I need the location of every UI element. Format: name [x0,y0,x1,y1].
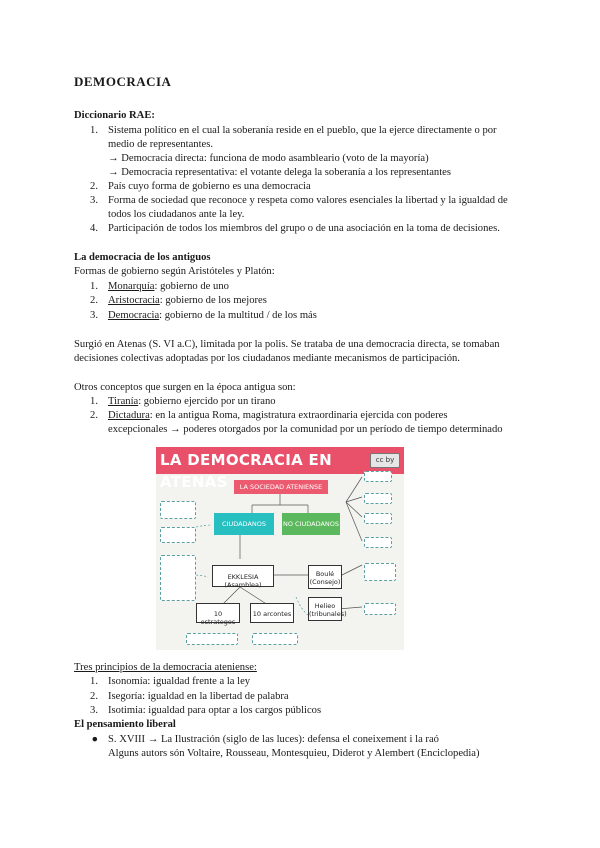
list-item-text: Sistema político en el cual la soberanía reside en el pueblo, que la ejerce directamente o por [108,125,497,136]
infographic-title: LA DEMOCRACIA EN ATENAS [160,451,332,491]
definition: : gobierno de los mejores [159,295,267,306]
list-number: 2. [90,295,98,306]
note-box [364,471,392,482]
paragraph-line: Surgió en Atenas (S. VI a.C), limitada por la polis. Se trataba de una democracia directa, se tomaban [74,339,500,350]
list-number: 1. [90,396,98,407]
list-item-continuation: excepcionales → poderes otorgados por la comunidad por un período de tiempo determinado [108,424,503,435]
definition: : gobierno ejercido por un tirano [138,396,276,407]
list-number: 1. [90,676,98,687]
node-arcontes: 10 arcontes [250,603,294,623]
list-number: 2. [90,691,98,702]
section-heading-principios: Tres principios de la democracia ateniense: [74,662,257,673]
list-number: 2. [90,181,98,192]
note-box [364,603,396,615]
note-box [160,527,196,543]
note-box [364,563,396,581]
list-item-continuation: Alguns autors són Voltaire, Rousseau, Montesquieu, Diderot y Alembert (Enciclopedia) [108,748,480,759]
list-item-continuation: todos los ciudadanos ante la ley. [108,209,245,220]
list-subitem: → Democracia representativa: el votante delega la soberanía a los representantes [108,167,451,178]
note-box [364,493,392,504]
paragraph: Formas de gobierno según Aristóteles y Platón: [74,266,275,277]
creative-commons-badge: cc by [370,453,400,468]
note-box [252,633,298,645]
node-sociedad: LA SOCIEDAD ATENIENSE [234,480,328,494]
list-number: 3. [90,310,98,321]
section-heading-antiguos: La democracia de los antiguos [74,252,211,263]
paragraph-line: decisiones colectivas adoptadas por los ciudadanos mediante mecanismos de participación. [74,353,460,364]
definition: : gobierno de uno [154,281,229,292]
section-heading-rae: Diccionario RAE: [74,110,155,121]
note-box [160,501,196,519]
list-item-text: País cuyo forma de gobierno es una democracia [108,181,311,192]
node-heliea: Helieo (tribunales) [308,597,342,621]
list-number: 3. [90,705,98,716]
term: Tiranía [108,396,139,407]
definition: : en la antigua Roma, magistratura extraordinaria ejercida con poderes [149,410,448,421]
list-item-continuation: medio de representantes. [108,139,214,150]
list-number: 2. [90,410,98,421]
list-item-text: Isotimia: igualdad para optar a los cargos públicos [108,705,322,716]
page-title: DEMOCRACIA [74,74,172,89]
term: Monarquía [108,281,155,292]
term: Dictadura [108,410,150,421]
list-number: 1. [90,125,98,136]
list-item-text: Isegoría: igualdad en la libertad de palabra [108,691,289,702]
node-boule: Boulé (Consejo) [308,565,342,589]
note-box [186,633,238,645]
term: Democracia [108,310,160,321]
section-heading-liberal: El pensamiento liberal [74,719,176,730]
note-box [364,513,392,524]
list-subitem: → Democracia directa: funciona de modo asambleario (voto de la mayoría) [108,153,429,164]
definition: : gobierno de la multitud / de los más [159,310,317,321]
infographic-atenas [156,447,404,650]
list-item-text: Forma de sociedad que reconoce y respeta como valores esenciales la libertad y la igualdad de [108,195,508,206]
list-number: 1. [90,281,98,292]
node-no-ciudadanos: NO CIUDADANOS [282,513,340,535]
bullet: ● [91,734,98,745]
note-box [160,555,196,601]
node-ciudadanos: CIUDADANOS [214,513,274,535]
node-estrategos: 10 estrategos [196,603,240,623]
note-box [364,537,392,548]
node-ekklesia: EKKLESIA (Asamblea) [212,565,274,587]
list-number: 4. [90,223,98,234]
list-number: 3. [90,195,98,206]
list-item-text: Participación de todos los miembros del grupo o de una asociación en la toma de decisiones. [108,223,500,234]
list-item-text: S. XVIII → La Ilustración (siglo de las luces): defensa el coneixement i la raó [108,734,439,745]
paragraph: Otros conceptos que surgen en la época antigua son: [74,382,296,393]
list-item-text: Isonomía: igualdad frente a la ley [108,676,251,687]
term: Aristocracia [108,295,160,306]
